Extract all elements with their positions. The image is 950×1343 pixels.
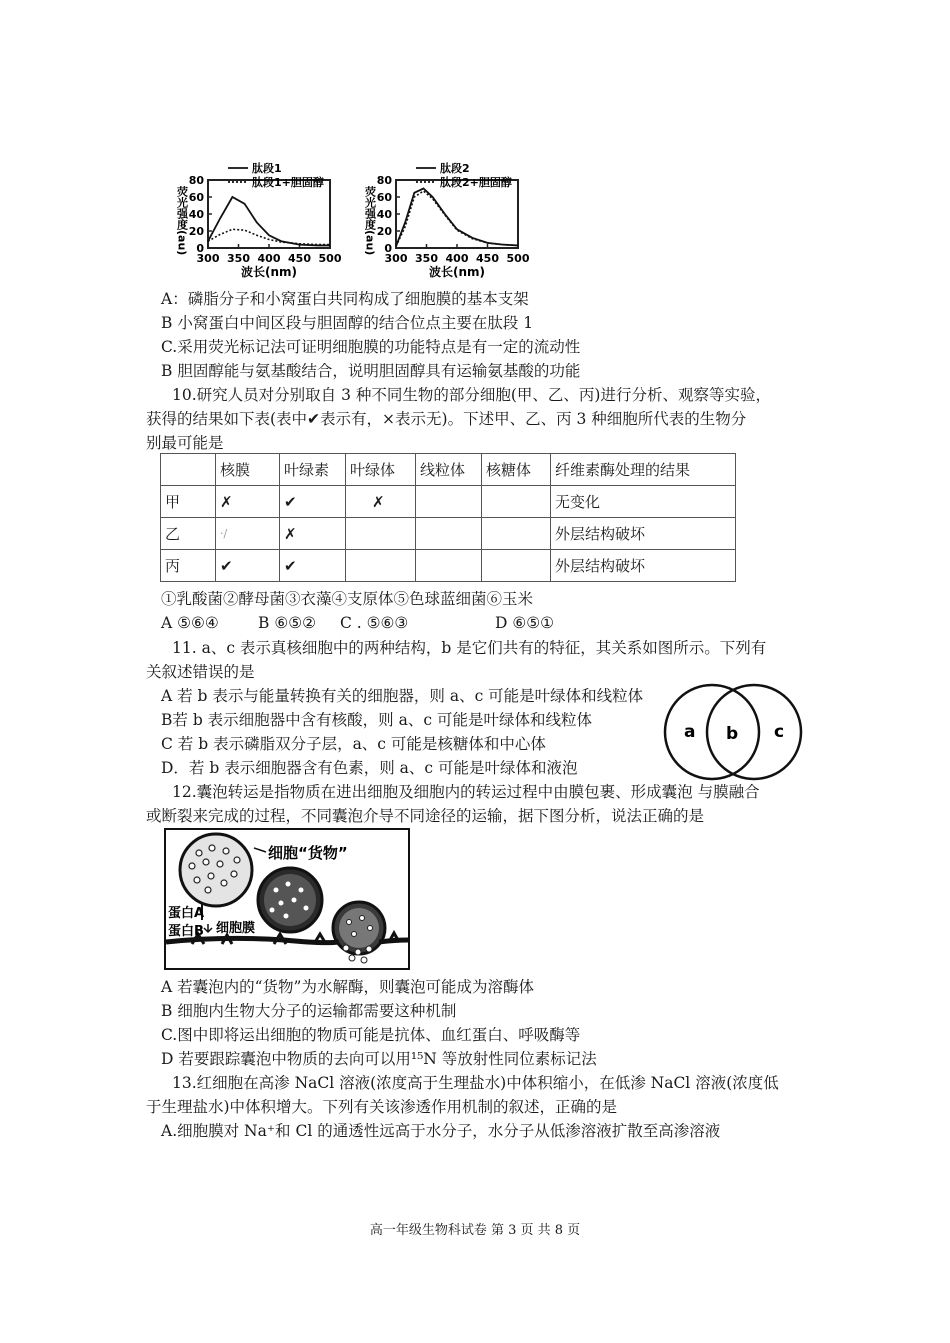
q9-option-d: B 胆固醇能与氨基酸结合，说明胆固醇具有运输氨基酸的功能 (161, 362, 581, 380)
plot-frame (396, 180, 518, 248)
venn-label-b: b (726, 724, 739, 744)
table-row (161, 550, 736, 582)
table-cell (346, 550, 416, 582)
q10-stem-line-2: 获得的结果如下表(表中✔表示有，×表示无)。下述甲、乙、丙 3 种细胞所代表的生物分 (146, 410, 747, 428)
q11-option-c: C 若 b 表示磷脂双分子层，a、c 可能是核糖体和中心体 (161, 735, 546, 753)
q10-species-list: ①乳酸菌②酵母菌③衣藻④支原体⑤色球蓝细菌⑥玉米 (161, 590, 534, 608)
vesicle-1 (180, 834, 252, 906)
q12-stem-line-2: 或断裂来完成的过程，不同囊泡介导不同途径的运输，据下图分析，说法正确的是 (146, 807, 705, 825)
q11-option-a: A 若 b 表示与能量转换有关的细胞器，则 a、c 可能是叶绿体和线粒体 (161, 687, 644, 705)
q9-option-b: B 小窝蛋白中间区段与胆固醇的结合位点主要在肽段 1 (161, 314, 534, 332)
table-cell: ✗ (346, 486, 416, 518)
q13-stem-line-1: 13.红细胞在高渗 NaCl 溶液(浓度高于生理盐水)中体积缩小，在低渗 NaCl 溶液(浓度低 (172, 1074, 779, 1092)
label-cell-cargo: 细胞“货物” (268, 844, 348, 862)
q10-option-d: D ⑥⑤① (495, 614, 555, 632)
table-cell: ✗ (216, 486, 280, 518)
table-header-row (161, 454, 736, 486)
table-cell: ✔ (280, 486, 346, 518)
series-line-肽段1 (208, 197, 330, 245)
table-cell: 外层结构破坏 (551, 550, 736, 582)
y-tick-label: 20 (188, 225, 204, 238)
table-cell: ✔ (280, 550, 346, 582)
table-cell: 甲 (161, 486, 216, 518)
table-header-cell: 叶绿素 (280, 454, 346, 486)
q12-stem-line-1: 12.囊泡转运是指物质在进出细胞及细胞内的转运过程中由膜包裹、形成囊泡 与膜融合 (172, 783, 760, 801)
q10-table (160, 453, 736, 582)
table-header-cell: 核糖体 (482, 454, 551, 486)
q12-option-c: C.图中即将运出细胞的物质可能是抗体、血红蛋白、呼吸酶等 (161, 1026, 581, 1044)
x-tick-label: 300 (196, 252, 220, 265)
table-cell (416, 486, 482, 518)
venn-circle-c (707, 685, 801, 779)
x-tick-label: 500 (506, 252, 530, 265)
x-tick-label: 350 (415, 252, 438, 265)
venn-label-a: a (684, 722, 696, 742)
x-axis-label: 波长(nm) (428, 265, 486, 279)
x-tick-label: 450 (476, 252, 499, 265)
q9-option-c: C.采用荧光标记法可证明细胞膜的功能特点是有一定的流动性 (161, 338, 581, 356)
legend-entry: 肽段2+胆固醇 (440, 176, 512, 189)
table-cell (482, 518, 551, 550)
page-footer: 高一年级生物科试卷 第 3 页 共 8 页 (369, 1223, 581, 1238)
q10-option-c: C . ⑤⑥③ (340, 614, 409, 632)
venn-circle-a (665, 685, 759, 779)
plot-frame (208, 180, 330, 248)
y-tick-label: 0 (384, 242, 392, 255)
venn-label-c: c (774, 722, 785, 742)
x-tick-label: 350 (227, 252, 250, 265)
q10-stem-line-1: 10.研究人员对分别取自 3 种不同生物的部分细胞(甲、乙、丙)进行分析、观察等实验， (172, 386, 771, 404)
x-axis-label: 波长(nm) (240, 265, 298, 279)
series-line-肽段1+胆固醇 (208, 229, 330, 244)
vesicle-transport-figure (164, 828, 410, 970)
y-tick-label: 60 (188, 191, 204, 204)
x-tick-label: 300 (384, 252, 408, 265)
q12-option-a: A 若囊泡内的“货物”为水解酶，则囊泡可能成为溶酶体 (161, 978, 534, 996)
y-tick-label: 60 (376, 191, 392, 204)
table-cell (482, 550, 551, 582)
x-tick-label: 400 (445, 252, 469, 265)
table-header-cell (161, 454, 216, 486)
table-cell: 丙 (161, 550, 216, 582)
legend-entry: 肽段1 (252, 162, 282, 175)
table-cell (416, 518, 482, 550)
table-cell: ✔ (216, 550, 280, 582)
y-tick-label: 80 (376, 174, 392, 187)
q12-option-b: B 细胞内生物大分子的运输都需要这种机制 (161, 1002, 457, 1020)
table-cell: ✗ (280, 518, 346, 550)
q12-option-d: D 若要跟踪囊泡中物质的去向可以用¹⁵N 等放射性同位素标记法 (161, 1050, 597, 1068)
q13-stem-line-2: 于生理盐水)中体积增大。下列有关该渗透作用机制的叙述，正确的是 (146, 1098, 618, 1116)
label-cell-membrane: 细胞膜 (216, 921, 256, 936)
q11-option-b: B若 b 表示细胞器中含有核酸，则 a、c 可能是叶绿体和线粒体 (161, 711, 592, 729)
y-axis-label: 荧光强度(au) (175, 186, 189, 256)
y-axis-label: 荧光强度(au) (363, 186, 377, 256)
label-protein-b: 蛋白B (168, 924, 204, 939)
label-protein-a: 蛋白A (168, 906, 205, 921)
table-cell: 外层结构破坏 (551, 518, 736, 550)
q9-option-a: A：磷脂分子和小窝蛋白共同构成了细胞膜的基本支架 (161, 290, 529, 308)
table-header-cell: 纤维素酶处理的结果 (551, 454, 736, 486)
x-tick-label: 400 (257, 252, 281, 265)
table-cell: 无变化 (551, 486, 736, 518)
legend-entry: 肽段1+胆固醇 (252, 176, 324, 189)
q10-option-a: A ⑤⑥④ (161, 614, 219, 632)
y-tick-label: 0 (196, 242, 204, 255)
table-cell (482, 486, 551, 518)
y-tick-label: 20 (376, 225, 392, 238)
table-cell: ·/ (216, 518, 280, 550)
y-tick-label: 40 (188, 208, 204, 221)
q13-option-a: A.细胞膜对 Na⁺和 Cl 的通透性远高于水分子，水分子从低渗溶液扩散至高渗溶液 (161, 1122, 721, 1140)
table-row (161, 486, 736, 518)
table-header-cell: 线粒体 (416, 454, 482, 486)
vesicle-2-lumen (264, 874, 316, 926)
table-cell (416, 550, 482, 582)
x-tick-label: 450 (288, 252, 311, 265)
q10-option-b: B ⑥⑤② (258, 614, 317, 632)
series-line-肽段2+胆固醇 (396, 191, 518, 246)
table-cell: 乙 (161, 518, 216, 550)
fluorescence-charts (160, 160, 560, 290)
table-header-cell: 叶绿体 (346, 454, 416, 486)
q11-stem-line-1: 11. a、c 表示真核细胞中的两种结构，b 是它们共有的特征，其关系如图所示。下列有 (172, 639, 767, 657)
chart-peptide-1 (176, 161, 342, 279)
y-tick-label: 40 (376, 208, 392, 221)
venn-diagram (662, 682, 808, 782)
y-tick-label: 80 (188, 174, 204, 187)
x-tick-label: 500 (318, 252, 342, 265)
q11-option-d: D．若 b 表示细胞器含有色素，则 a、c 可能是叶绿体和液泡 (161, 759, 578, 777)
table-header-cell: 核膜 (216, 454, 280, 486)
legend-entry: 肽段2 (440, 162, 470, 175)
q10-stem-line-3: 别最可能是 (146, 434, 224, 452)
table-row (161, 518, 736, 550)
q11-stem-line-2: 关叙述错误的是 (146, 663, 255, 681)
table-cell (346, 518, 416, 550)
chart-peptide-2 (364, 161, 530, 279)
